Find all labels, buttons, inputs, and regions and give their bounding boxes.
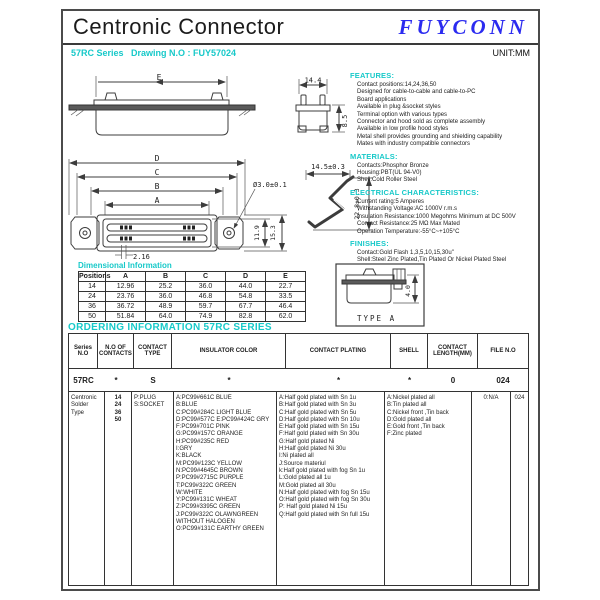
dim-14-4-label: 14.4	[304, 76, 322, 85]
table-cell: 62.0	[266, 312, 306, 322]
table-cell: 12.96	[106, 282, 146, 292]
list-line: D:Gold plated all	[387, 416, 432, 423]
list-line: k:Half gold plated with fog Sn 1u	[279, 467, 366, 474]
body-shell	[385, 392, 472, 585]
list-line: Board applications	[357, 96, 407, 103]
table-cell: 74.9	[186, 312, 226, 322]
table-cell: 67.7	[226, 302, 266, 312]
table-row	[79, 282, 306, 292]
table-cell: 64.0	[146, 312, 186, 322]
table-cell: A	[106, 272, 146, 282]
col-series: Series N.O	[69, 334, 98, 368]
list-line: M:Gold plated all 30u	[279, 482, 336, 489]
list-line: Available in plug &socket styles	[357, 104, 441, 111]
list-line: C:PC99#284C LIGHT BLUE	[176, 409, 252, 416]
electrical-title: ELECTRICAL CHARACTERISTICS:	[350, 187, 480, 197]
sub-header	[71, 48, 530, 58]
list-line: J:Source materiul	[279, 460, 326, 467]
body-insulator	[174, 392, 277, 585]
materials-list	[350, 163, 539, 185]
list-line: Terminal option with various types	[357, 111, 448, 118]
body-contacts	[105, 392, 132, 585]
dim-a-label: A	[154, 196, 160, 205]
list-line: C:Nickel front ,Tin back	[387, 409, 449, 416]
code-contacts: *	[114, 375, 118, 385]
finishes-list	[350, 250, 539, 265]
table-cell: 48.9	[146, 302, 186, 312]
list-line: T:PC99#322C GREEN	[176, 482, 237, 489]
list-line: F:Zinc plated	[387, 431, 422, 438]
table-row	[79, 302, 306, 312]
table-cell: 51.84	[106, 312, 146, 322]
list-line: 14	[114, 395, 122, 401]
list-line: Withstanding Voltage:AC 1000V r.m.s	[357, 206, 458, 213]
list-line: L:Gold plated all 1u	[279, 475, 331, 482]
code-insulator: *	[227, 375, 231, 385]
list-line: Q:Half gold plated with Sn full 15u	[279, 511, 370, 518]
list-line: W:WHITE	[176, 489, 203, 496]
list-line: E:Gold front ,Tin back	[387, 424, 445, 431]
code-length: 0	[450, 375, 456, 385]
col-insulator-color: INSULATOR COLOR	[172, 334, 286, 368]
code-series: 57RC	[73, 375, 94, 385]
col-contact-length: CONTACT LENGTH(MM)	[428, 334, 478, 368]
code-plating: *	[336, 375, 341, 385]
list-line: G:PC99#157C ORANGE	[176, 431, 243, 438]
list-line: A:Half gold plated with Sn 1u	[279, 395, 357, 401]
front-view-drawing	[63, 155, 295, 263]
ordering-code-row	[69, 368, 528, 391]
table-cell: 46.4	[266, 302, 306, 312]
list-line: O:Half gold plated with fog Sn 30u	[279, 497, 371, 504]
col-contact-plating: CONTACT PLATING	[286, 334, 391, 368]
list-line: A:PC99#661C BLUE	[176, 395, 232, 401]
table-cell: 54.8	[226, 292, 266, 302]
list-line: Contacts:Phosphor Bronze	[357, 162, 429, 169]
table-cell: 36.0	[186, 282, 226, 292]
list-line: N:Half gold plated with fog Sn 15u	[279, 489, 370, 496]
dim-d-label: D	[154, 155, 160, 163]
body-length: 0:N/A	[472, 392, 511, 585]
brand-logo: FUYCONN	[398, 14, 528, 39]
table-cell: 14	[79, 282, 106, 292]
list-line: F:Half gold plated with Sn 30u	[279, 431, 360, 438]
title-bar	[63, 11, 538, 45]
code-type: S	[150, 375, 156, 385]
table-cell: E	[266, 272, 306, 282]
list-line: P:PLUG	[134, 395, 157, 401]
list-line: J:PC99#322C OLAWNGREEN WITHOUT HALOGEN	[176, 511, 259, 526]
list-line: I:GRY	[176, 446, 193, 453]
features-list	[350, 82, 539, 149]
list-line: Z:PC99#3395C GREEN	[176, 504, 241, 511]
list-line: H:PC99#235C RED	[176, 438, 230, 445]
list-line: B:Half gold plated with Sn 3u	[279, 402, 357, 409]
list-line: S:SOCKET	[134, 402, 165, 409]
table-cell: 82.8	[226, 312, 266, 322]
list-line: Contact Resistance:25 MΩ Max Mated	[357, 221, 460, 228]
list-line: B:BLUE	[176, 402, 198, 409]
col-shell: SHELL	[391, 334, 428, 368]
dim-b-label: B	[154, 182, 160, 191]
ordering-info-title: ORDERING INFORMATION 57RC SERIES	[68, 322, 272, 333]
unit-label: UNIT:MM	[492, 48, 530, 58]
materials-section	[350, 152, 539, 185]
table-row	[79, 312, 306, 322]
table-cell: 36.0	[146, 292, 186, 302]
table-cell: 50	[79, 312, 106, 322]
spec-column	[350, 68, 539, 265]
ordering-header-row	[69, 334, 528, 368]
table-cell: B	[146, 272, 186, 282]
dim-4-0-label: 4.0	[404, 285, 412, 297]
series-drawing-number: 57RC Series Drawing N.O : FUY57024	[71, 48, 237, 58]
col-contacts: N.O OF CONTACTS	[98, 334, 134, 368]
body-plating	[277, 392, 385, 585]
electrical-list	[350, 199, 539, 236]
list-line: B:Tin plated all	[387, 402, 427, 409]
features-section	[350, 71, 539, 149]
dim-8-5-label: 8.5	[341, 114, 349, 128]
list-line: Contact positions:14,24,36,50	[357, 82, 437, 88]
dimensional-header-row	[79, 272, 306, 282]
list-line: Designed for cable-to-cable and cable-to-PC	[357, 89, 476, 96]
list-line: C:Half gold plated with Sn 5u	[279, 409, 357, 416]
list-line: 50	[114, 416, 122, 423]
list-line: Contact:Gold Flash 1,3,5,10,15,30u"	[357, 249, 454, 256]
body-types	[132, 392, 174, 585]
list-line: 24	[114, 402, 122, 409]
dim-11-9-label: 11.9	[253, 225, 261, 241]
finishes-section	[350, 239, 539, 265]
list-line: O:PC99#131C EARTHY GREEN	[176, 526, 264, 533]
dimensional-info-title: Dimensional Information	[78, 261, 172, 270]
list-line: M:PC99#123C YELLOW	[176, 460, 242, 467]
finishes-title: FINISHES:	[350, 238, 389, 248]
body-series: Centronic Solder Type	[69, 392, 105, 585]
code-shell: *	[407, 375, 412, 385]
list-line: P: Half gold plated Ni 15u	[279, 504, 348, 511]
dim-22-8-label: 22.8±0.3	[353, 188, 361, 220]
list-line: Shell:Steel Zinc Plated,Tin Plated Or Nickel Plated Steel	[357, 257, 507, 264]
list-line: Insulation Resistance:1000 Megohms Minimum at DC 500V	[357, 213, 516, 220]
page-title: Centronic Connector	[73, 14, 285, 39]
list-line: A:Nickel plated all	[387, 395, 435, 401]
type-a-drawing	[335, 263, 429, 329]
table-cell: 36	[79, 302, 106, 312]
list-line: Housing:PBT(UL 94-V0)	[357, 170, 422, 177]
table-cell: D	[226, 272, 266, 282]
list-line: I:Ni plated all	[279, 453, 314, 460]
list-line: N:PC99#4645C BROWN	[176, 467, 243, 474]
ordering-body-row	[69, 391, 528, 585]
list-line: E:Half gold plated with Sn 15u	[279, 424, 360, 431]
table-cell: 25.2	[146, 282, 186, 292]
side-view-drawing	[64, 73, 264, 141]
small-end-view-drawing	[287, 75, 353, 141]
table-cell: 36.72	[106, 302, 146, 312]
table-cell: 24	[79, 292, 106, 302]
list-line: Connector and hood sold as complete assembly	[357, 119, 486, 126]
dim-15-3-label: 15.3	[269, 225, 277, 241]
table-cell: C	[186, 272, 226, 282]
list-line: Available in low profile hood styles	[357, 126, 449, 133]
list-line: D:Half gold plated with Sn 10u	[279, 416, 360, 423]
dim-c-label: C	[154, 168, 160, 177]
list-line: P:PC99#2715C PURPLE	[176, 475, 244, 482]
list-line: Metal shell provides grounding and shielding capability	[357, 133, 503, 140]
materials-title: MATERIALS:	[350, 151, 398, 161]
table-row	[79, 292, 306, 302]
list-line: Mates with industry compatible connectors	[357, 141, 471, 148]
list-line: H:Half gold plated Ni 30u	[279, 446, 346, 453]
list-line: K:BLACK	[176, 453, 202, 460]
features-title: FEATURES:	[350, 71, 395, 80]
list-line: F:PC99#701C PINK	[176, 424, 230, 431]
dim-14-5-label: 14.5±0.3	[311, 163, 345, 171]
dim-2-16-label: 2.16	[133, 253, 150, 261]
electrical-section	[350, 188, 539, 236]
col-contact-type: CONTACT TYPE	[134, 334, 172, 368]
dimensional-table	[78, 271, 306, 322]
table-cell: 23.76	[106, 292, 146, 302]
list-line: D:PC99#577C E:PC99#424C GRY	[176, 416, 270, 423]
dim-hole-label: Ø3.0±0.1	[253, 181, 287, 189]
dimensional-body	[79, 282, 306, 322]
table-cell: 46.8	[186, 292, 226, 302]
datasheet-page	[61, 9, 540, 591]
dim-e-label: E	[156, 73, 162, 82]
ordering-table	[68, 333, 529, 586]
type-a-label: TYPE A	[357, 314, 397, 323]
table-cell: Positions	[79, 273, 111, 280]
table-cell: 33.5	[266, 292, 306, 302]
code-file: 024	[496, 375, 510, 385]
list-line: G:Half gold plated Ni	[279, 438, 335, 445]
list-line: Operation Temperature:-55°C~+105°C	[357, 228, 460, 235]
table-cell: 44.0	[226, 282, 266, 292]
table-cell: 59.7	[186, 302, 226, 312]
col-file-no: FILE N.O	[490, 348, 516, 354]
list-line: Current rating:5 Amperes	[357, 198, 425, 205]
list-line: 36	[114, 409, 122, 416]
list-line: Y:PC99#131C WHEAT	[176, 497, 237, 504]
body-file: 024	[514, 395, 525, 401]
table-cell: 22.7	[266, 282, 306, 292]
list-line: Shell:Cold Roller Steel	[357, 177, 418, 184]
